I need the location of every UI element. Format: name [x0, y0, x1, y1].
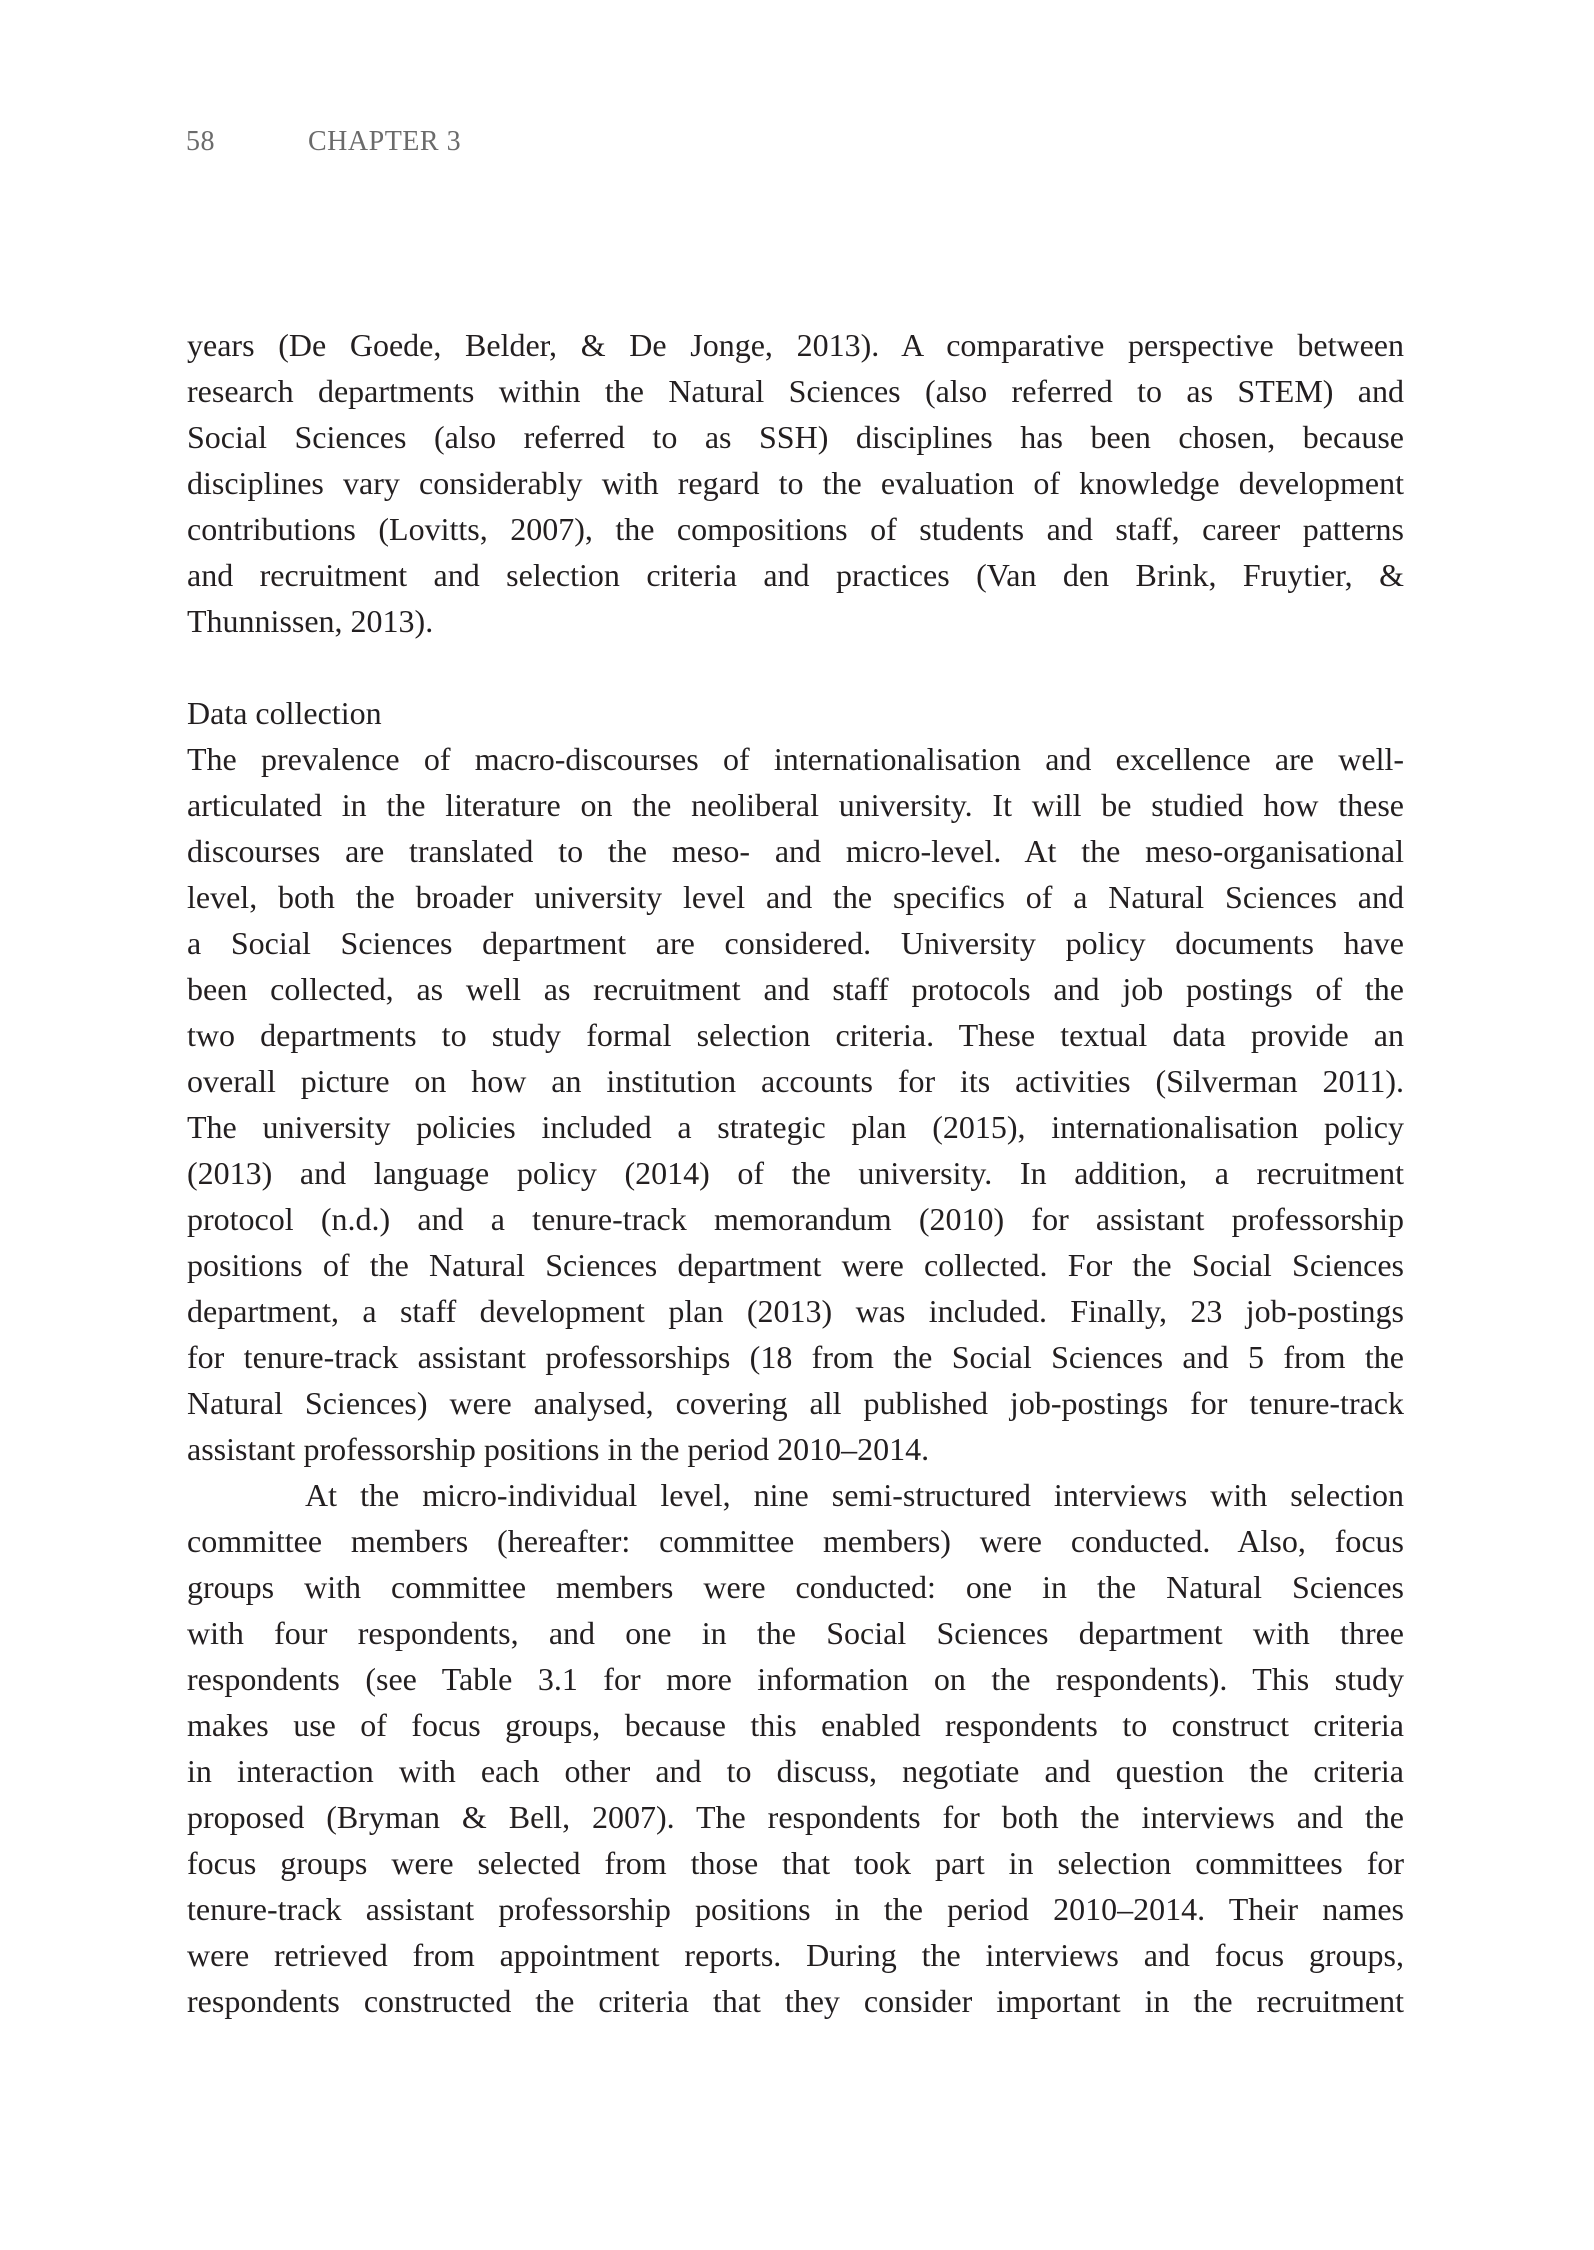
text-line: department, a staff development plan (2013) was included. Finally, 23 job-postings — [187, 1293, 1404, 1329]
text-line: committee members (hereafter: committee members) were conducted. Also, focus — [187, 1523, 1404, 1559]
text-line: proposed (Bryman & Bell, 2007). The respondents for both the interviews and the — [187, 1799, 1404, 1835]
text-line: discourses are translated to the meso- and micro-level. At the meso-organisational — [187, 833, 1404, 869]
text-line: years (De Goede, Belder, & De Jonge, 2013). A comparative perspective between — [187, 327, 1404, 363]
text-line: with four respondents, and one in the Social Sciences department with three — [187, 1615, 1404, 1651]
text-line: Thunnissen, 2013). — [187, 603, 434, 639]
text-line: overall picture on how an institution accounts for its activities (Silverman 2011). — [187, 1063, 1404, 1099]
text-line: tenure-track assistant professorship positions in the period 2010–2014. Their names — [187, 1891, 1404, 1927]
text-line: disciplines vary considerably with regard to the evaluation of knowledge development — [187, 465, 1404, 501]
text-line: articulated in the literature on the neoliberal university. It will be studied how these — [187, 787, 1404, 823]
text-line: contributions (Lovitts, 2007), the compositions of students and staff, career patterns — [187, 511, 1404, 547]
section-heading: Data collection — [187, 695, 382, 731]
text-line: research departments within the Natural Sciences (also referred to as STEM) and — [187, 373, 1404, 409]
text-line: two departments to study formal selection criteria. These textual data provide an — [187, 1017, 1404, 1053]
text-line: been collected, as well as recruitment and staff protocols and job postings of the — [187, 971, 1404, 1007]
text-line: in interaction with each other and to discuss, negotiate and question the criteria — [187, 1753, 1404, 1789]
text-line: protocol (n.d.) and a tenure-track memorandum (2010) for assistant professorship — [187, 1201, 1404, 1237]
text-line: focus groups were selected from those that took part in selection committees for — [187, 1845, 1404, 1881]
text-line: were retrieved from appointment reports. During the interviews and focus groups, — [187, 1937, 1404, 1973]
chapter-label: CHAPTER 3 — [308, 126, 462, 157]
text-line: level, both the broader university level and the specifics of a Natural Sciences and — [187, 879, 1404, 915]
text-line: The prevalence of macro-discourses of internationalisation and excellence are well- — [187, 741, 1404, 777]
text-line: for tenure-track assistant professorships (18 from the Social Sciences and 5 from the — [187, 1339, 1404, 1375]
text-line: makes use of focus groups, because this enabled respondents to construct criteria — [187, 1707, 1404, 1743]
text-line: positions of the Natural Sciences department were collected. For the Social Sciences — [187, 1247, 1404, 1283]
text-line: respondents constructed the criteria that they consider important in the recruitment — [187, 1983, 1404, 2019]
text-line: Social Sciences (also referred to as SSH) disciplines has been chosen, because — [187, 419, 1404, 455]
text-line: The university policies included a strategic plan (2015), internationalisation policy — [187, 1109, 1404, 1145]
page-number: 58 — [186, 126, 215, 157]
text-line: assistant professorship positions in the period 2010–2014. — [187, 1431, 930, 1467]
text-line: groups with committee members were conducted: one in the Natural Sciences — [187, 1569, 1404, 1605]
text-line: Natural Sciences) were analysed, covering all published job-postings for tenure-track — [187, 1385, 1404, 1421]
text-line: (2013) and language policy (2014) of the university. In addition, a recruitment — [187, 1155, 1404, 1191]
text-line: At the micro-individual level, nine semi-structured interviews with selection — [305, 1477, 1404, 1513]
text-line: a Social Sciences department are considered. University policy documents have — [187, 925, 1404, 961]
text-line: and recruitment and selection criteria and practices (Van den Brink, Fruytier, & — [187, 557, 1404, 593]
text-line: respondents (see Table 3.1 for more information on the respondents). This study — [187, 1661, 1404, 1697]
